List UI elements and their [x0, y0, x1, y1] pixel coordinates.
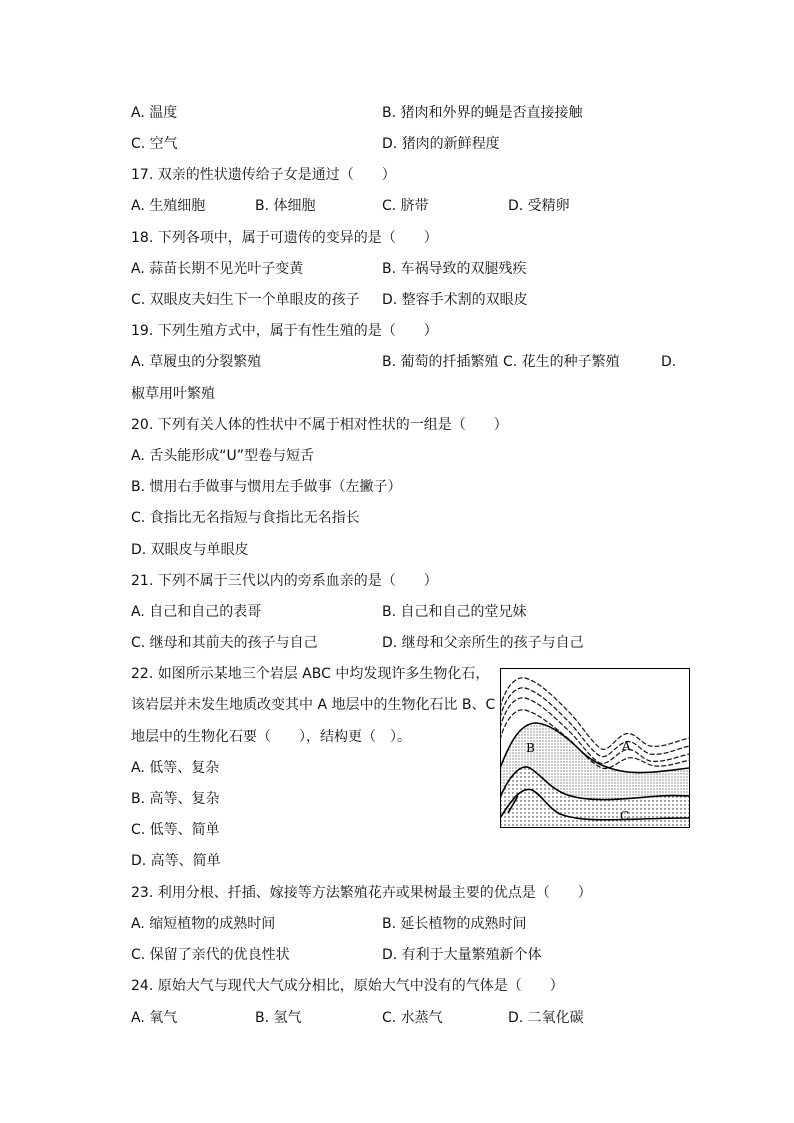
- q22-stem-line1: 22. 如图所示某地三个岩层 ABC 中均发现许多生物化石，: [131, 666, 490, 682]
- q21-option-c: C. 继母和其前夫的孩子与自己: [131, 635, 318, 651]
- q18-option-a: A. 蒜苗长期不见光叶子变黄: [131, 261, 304, 277]
- q24-option-d: D. 二氧化碳: [508, 1010, 584, 1026]
- q21-option-a: A. 自己和自己的表哥: [131, 604, 262, 620]
- q19-option-a: A. 草履虫的分裂繁殖: [131, 354, 262, 370]
- figure-label-a: A: [622, 739, 631, 753]
- q18-option-c: C. 双眼皮夫妇生下一个单眼皮的孩子: [131, 292, 360, 308]
- q22-option-b: B. 高等、复杂: [131, 791, 220, 807]
- q17-option-b: B. 体细胞: [255, 198, 316, 214]
- q22-stem-line2: 该岩层并未发生地质改变其中 A 地层中的生物化石比 B、C: [131, 697, 496, 713]
- figure-label-b: B: [526, 741, 535, 755]
- q20-option-d: D. 双眼皮与单眼皮: [131, 542, 249, 558]
- q16-option-d: D. 猪肉的新鲜程度: [382, 136, 500, 152]
- q23-option-a: A. 缩短植物的成熟时间: [131, 916, 276, 932]
- q16-option-a: A. 温度: [131, 105, 178, 121]
- q20-option-c: C. 食指比无名指短与食指比无名指长: [131, 510, 360, 526]
- q21-stem: 21. 下列不属于三代以内的旁系血亲的是（ ）: [131, 573, 438, 589]
- q21-option-d: D. 继母和父亲所生的孩子与自己: [382, 635, 584, 651]
- q20-stem: 20. 下列有关人体的性状中不属于相对性状的一组是（ ）: [131, 417, 508, 433]
- q19-option-d-label: D.: [661, 354, 677, 370]
- q16-option-b: B. 猪肉和外界的蝇是否直接接触: [382, 105, 583, 121]
- q19-stem: 19. 下列生殖方式中，属于有性生殖的是（ ）: [131, 323, 438, 339]
- q19-option-bc: B. 葡萄的扦插繁殖 C. 花生的种子繁殖: [382, 354, 620, 370]
- q23-option-c: C. 保留了亲代的优良性状: [131, 947, 290, 963]
- q24-option-c: C. 水蒸气: [382, 1010, 443, 1026]
- q22-option-c: C. 低等、简单: [131, 822, 220, 838]
- q17-option-a: A. 生殖细胞: [131, 198, 206, 214]
- q16-option-c: C. 空气: [131, 136, 178, 152]
- q23-stem: 23. 利用分根、扦插、嫁接等方法繁殖花卉或果树最主要的优点是（ ）: [131, 885, 592, 901]
- q23-option-d: D. 有利于大量繁殖新个体: [382, 947, 542, 963]
- q17-stem: 17. 双亲的性状遗传给子女是通过（ ）: [131, 167, 396, 183]
- q24-option-a: A. 氧气: [131, 1010, 178, 1026]
- q17-option-c: C. 脐带: [382, 198, 429, 214]
- rock-strata-figure: [500, 668, 690, 828]
- q17-option-d: D. 受精卵: [508, 198, 570, 214]
- q24-option-b: B. 氢气: [255, 1010, 302, 1026]
- q24-stem: 24. 原始大气与现代大气成分相比，原始大气中没有的气体是（ ）: [131, 978, 564, 994]
- q23-option-b: B. 延长植物的成熟时间: [382, 916, 527, 932]
- q22-option-d: D. 高等、简单: [131, 853, 221, 869]
- figure-label-c: C: [620, 809, 630, 823]
- q20-option-a: A. 舌头能形成“U”型卷与短舌: [131, 448, 314, 464]
- q20-option-b: B. 惯用右手做事与惯用左手做事（左撇子）: [131, 479, 402, 495]
- q18-option-b: B. 车祸导致的双腿残疾: [382, 261, 527, 277]
- q18-option-d: D. 整容手术割的双眼皮: [382, 292, 528, 308]
- q22-stem-line3: 地层中的生物化石要（ ），结构更（ ）。: [131, 729, 411, 745]
- q18-stem: 18. 下列各项中，属于可遗传的变异的是（ ）: [131, 230, 438, 246]
- q22-option-a: A. 低等、复杂: [131, 760, 220, 776]
- q19-option-d-text: 椒草用叶繁殖: [131, 386, 215, 402]
- q21-option-b: B. 自己和自己的堂兄妹: [382, 604, 527, 620]
